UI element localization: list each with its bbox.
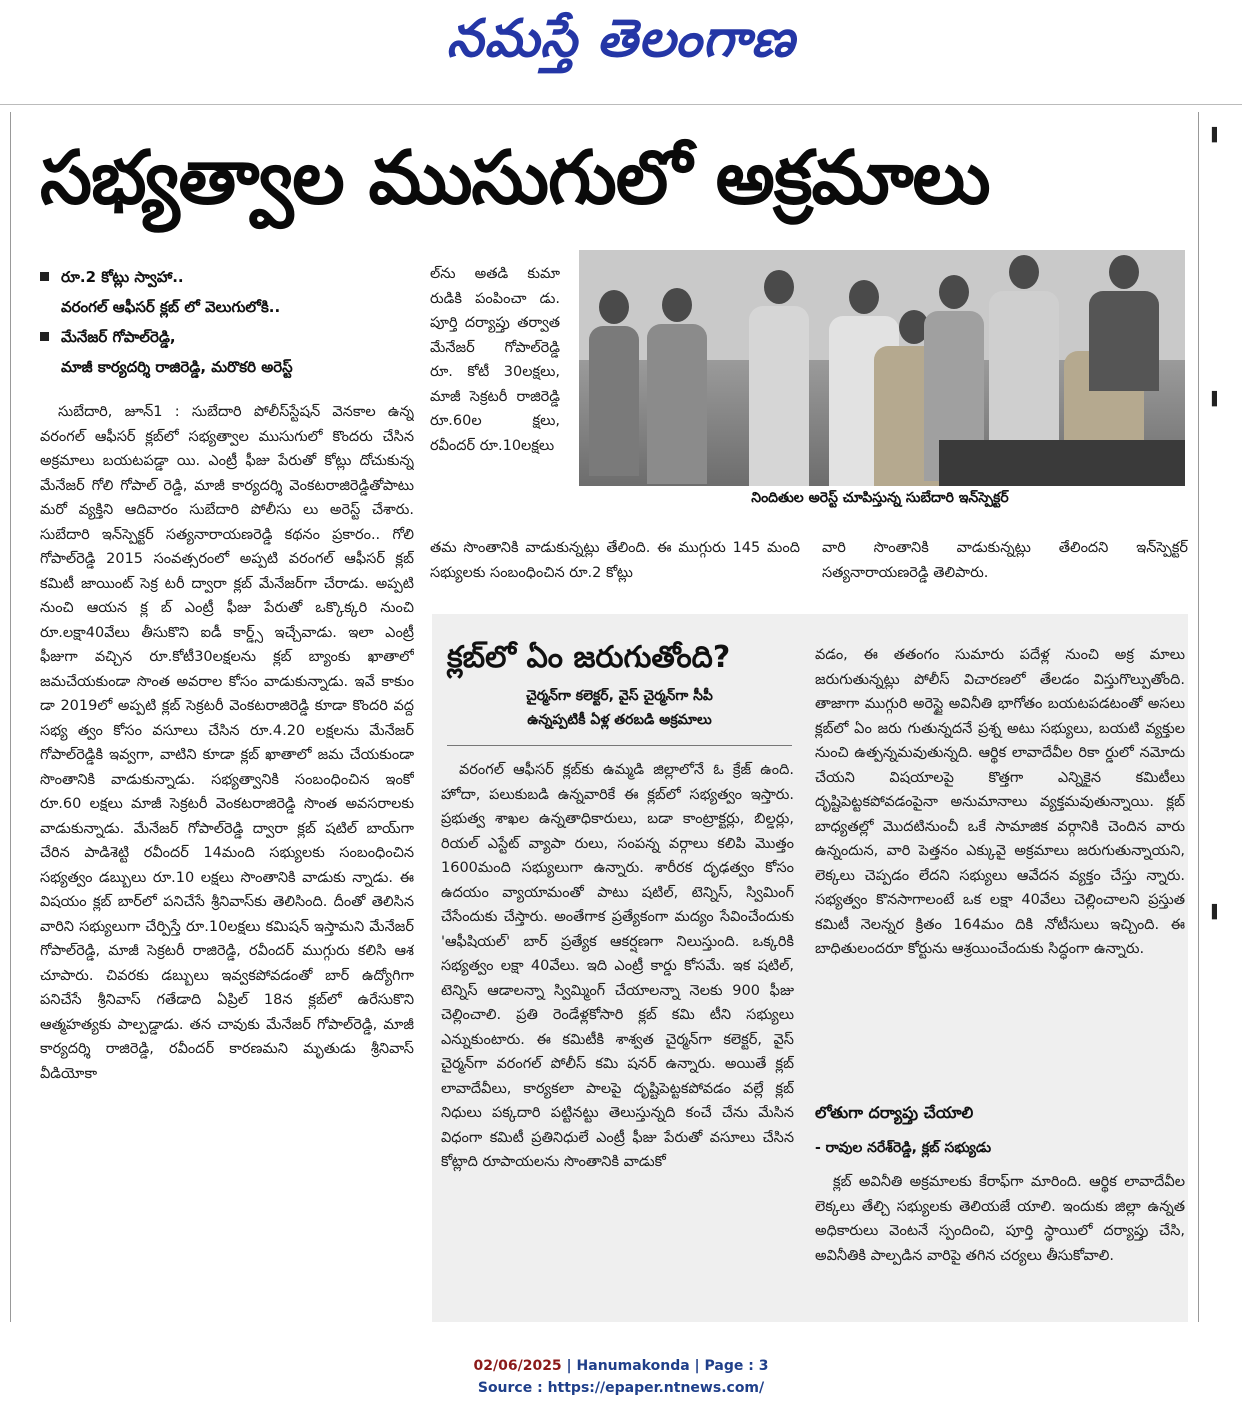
photo-person (749, 270, 809, 486)
quote-author: - రావుల నరేశ్‌రెడ్డి, క్లబ్ సభ్యుడు (815, 1140, 992, 1156)
edge-mark: ▌ (1212, 392, 1222, 407)
edge-mark: ▌ (1212, 128, 1222, 143)
bullet-line: మాజీ కార్యదర్శి రాజిరెడ్డి, మరొకరి అరెస్ట్ (61, 358, 293, 376)
photo-person (589, 290, 639, 476)
article-paragraph: వారి సొంతానికి వాడుకున్నట్లు తేలిందని ఇన్‌స్పెక్టర్ సత్యనారాయణరెడ్డి తెలిపారు. (822, 540, 1188, 581)
quote-title: లోతుగా దర్యాప్తు చేయాలి (815, 1103, 974, 1122)
article-column-1 (40, 400, 414, 1320)
sidebar-subtitle (447, 684, 792, 732)
article-paragraph: తమ సొంతానికి వాడుకున్నట్లు తేలింది. ఈ ముగ్గురు 145 మంది సభ్యులకు సంబంధించిన రూ.2 కోట్లు (430, 540, 800, 581)
footer-location: Hanumakonda (576, 1358, 690, 1374)
article-continuation (822, 536, 1188, 588)
article-paragraph: సుబేదారి, జూన్1 : సుబేదారి పోలీస్‌స్టేషన్ వెనకాల ఉన్న వరంగల్ ఆఫీసర్ క్లబ్‌లో సభ్యత్వాల ముసుగులో కొందరు చేసిన అక్రమాలు బయటపడ్డా యి. ఎంట్రీ ఫీజు పేరుతో కోట్లు దోచుకున్న మేనేజర్ గోలి గోపాల్ రెడ్డి, మాజీ కార్యదర్శి వెంకటరాజిరెడ్డితోపాటు మరో వ్యక్తిని ఆదివారం సుబేదారి పోలీసు లు అరెస్ట్ చేశారు. సుబేదారి ఇన్‌స్పెక్టర్ సత్యనారాయణరెడ్డి కథనం ప్రకారం.. గోలి గోపాల్‌రెడ్డి 2015 సంవత్సరంలో అప్పటి వరంగల్ ఆఫీసర్ క్లబ్ కమిటీ జాయింట్ సెక్ర టరీ ద్వారా క్లబ్ మేనేజర్‌గా చేరాడు. అప్పటి నుంచి ఆయన క్ల బ్ ఎంట్రీ ఫీజు పేరుతో ఒక్కొక్కరి నుంచి రూ.లక్షా40వేలు తీసుకొని ఐడీ కార్డ్స్ ఇచ్చేవాడు. ఇలా ఎంట్రీ ఫీజుగా వచ్చిన రూ.కోటీ30లక్షలను క్లబ్ బ్యాంకు ఖాతాలో జమచేయకుండా సొంత అవరాల కోసం వాడుకున్నాడు. ఇవే కాకుం డా 2019లో అప్పటి క్లబ్ సెక్రటరీ వెంకటరాజిరెడ్డి కూడా కొందరి వద్ద సభ్య త్వం కోసం వసూలు చేసిన రూ.4.20 లక్షలను మేనేజర్ గోపాల్‌రెడ్డికి ఇవ్వగా, వాటిని కూడా క్లబ్ ఖాతాలో జమ చేయకుండా సొంతానికి వాడుకున్నాడు. సభ్యత్వానికి సంబంధించిన ఇంకో రూ.60 లక్షలు మాజీ సెక్రటరీ వెంకటరాజిరెడ్డి సొంత అవసరాలకు వాడుకున్నాడు. మేనేజర్ గోపాల్‌రెడ్డి ద్వారా క్లబ్ షటిల్ బాయ్‌గా చేరిన పాడిశెట్టి రవీందర్ 14మంది సభ్యులకు సంబంధించిన సభ్యత్వం డబ్బులు రూ.10 లక్షలు సొంతానికి వాడుకు న్నాడు. ఈ విషయం క్లబ్ బార్‌లో పనిచేసే శ్రీనివాస్‌కు తెలిసింది. దీంతో తెలిసిన వారిని సభ్యులుగా చేర్పిస్తే రూ.10లక్షలు కమిషన్ ఇస్తామని మేనేజర్ గోపాల్‌రెడ్డి, మాజీ సెక్రటరీ రాజిరెడ్డి, రవీందర్ ముగ్గురు కలిసి ఆశ చూపారు. చివరకు డబ్బులు ఇవ్వకపోవడంతో బార్ ఉద్యోగిగా పనిచేసే శ్రీనివాస్ గతేడాది ఏప్రిల్ 18న క్లబ్‌లో ఉరేసుకొని ఆత్మహత్యకు పాల్పడ్డాడు. తన చావుకు మేనేజర్ గోపాల్‌రెడ్డి, మాజీ కార్యదర్శి రాజిరెడ్డి, రవీందర్ కారణమని మృతుడు శ్రీనివాస్ వీడియోకా (40, 404, 414, 1082)
footer-source-link[interactable]: Source : https://epaper.ntnews.com/ (477, 1380, 765, 1396)
bullet-line: మేనేజర్ గోపాల్‌రెడ్డి, (61, 328, 176, 346)
headline: సభ్యత్వాల ముసుగులో అక్రమాలు (40, 135, 990, 221)
article-column-2 (430, 262, 560, 532)
highlight-bullets (40, 262, 420, 382)
sidebar-column-left (441, 758, 794, 1310)
bullet-line: వరంగల్ ఆఫీసర్ క్లబ్ లో వెలుగులోకి.. (61, 298, 281, 316)
sidebar-column-right (815, 643, 1185, 1093)
bullet-item (40, 262, 420, 292)
masthead-title: నమస్తే తెలంగాణ (446, 8, 796, 69)
edge-mark: ▌ (1212, 905, 1222, 920)
sidebar-subtitle-line: చైర్మన్‌గా కలెక్టర్, వైస్ చైర్మన్‌గా సీపీ (526, 688, 713, 704)
sidebar-paragraph: వరంగల్ ఆఫీసర్ క్లబ్‌కు ఉమ్మడి జిల్లాలోనే ఓ క్రేజ్ ఉంది. హోదా, పలుకుబడి ఉన్నవారికే ఈ క్లబ్‌లో సభ్యత్వం ఇస్తారు. ప్రభుత్వ శాఖల ఉన్నతాధికారులు, బడా కాంట్రాక్టర్లు, బిల్డర్లు, రియల్ ఎస్టేట్ వ్యాపా రులు, సంపన్న వర్గాలు కలిపి మొత్తం 1600మంది సభ్యులుగా ఉన్నారు. శారీరక దృఢత్వం కోసం ఉదయం వ్యాయామంతో పాటు షటిల్, టెన్నిస్, స్విమింగ్ చేసేందుకు చేస్తారు. అంతేగాక ప్రత్యేకంగా మద్యం సేవించేందుకు 'ఆఫీషియల్' బార్ ప్రత్యేక ఆకర్షణగా నిలుస్తుంది. ఒక్కరికి సభ్యత్వం లక్షా 40వేలు. ఇది ఎంట్రీ కార్డు కోసమే. ఇక షటిల్, టెన్నిస్ ఆడాలన్నా స్విమ్మింగ్ చేయాలన్నా నెలకు 900 ఫీజు చెల్లించాలి. ప్రతి రెండేళ్లకోసారి క్లబ్ కమి టీని సభ్యులు ఎన్నుకుంటారు. ఈ కమిటీకి శాశ్వత చైర్మన్‌గా కలెక్టర్, వైస్ చైర్మన్‌గా వరంగల్ పోలీస్ కమి షనర్ ఉన్నారు. అయితే క్లబ్ లావాదేవీలు, కార్యకలా పాలపై దృష్టిపెట్టకపోవడం వల్లే క్లబ్ నిధులు పక్కదారి పట్టినట్టు తెలుస్తున్నది కంచే చేను మేసిన విధంగా కమిటీ ప్రతినిధులే ఎంట్రీ ఫీజు పేరుతో వసూలు చేసిన కోట్లాది రూపాయలను సొంతానికి వాడుకో (441, 762, 794, 1170)
sidebar-paragraph: వడం, ఈ తతంగం సుమారు పదేళ్ల నుంచి అక్ర మాలు జరుగుతున్నట్లు పోలీస్ విచారణలో తేలడం విస్తుగొల్పుతోంది. తాజాగా ముగ్గురి అరెస్టై అవినీతి భాగోతం బయటపడటంతో అసలు క్లబ్‌లో ఏం జరు గుతున్నదనే ప్రశ్న అటు సభ్యులు, బయటి వ్యక్తుల నుంచి ఉత్పన్నమవుతున్నది. ఆర్థిక లావాదేవీల రికా ర్డులో నమోదు చేయని విషయాలపై కొత్తగా ఎన్నికైన కమిటీలు దృష్టిపెట్టకపోవడంపైనా అనుమానాలు వ్యక్తమవుతున్నాయి. క్లబ్ బాధ్యతల్లో మొదటినుంచీ ఒకే సామాజిక వర్గానికి చెందిన వారు ఉన్నందున, వారి పెత్తనం ఎక్కువై అక్రమాలు జరుగుతున్నాయని, లెక్కలు చెప్పడం లేదని సభ్యులు ఆవేదన వ్యక్తం చేస్తు న్నారు. సభ్యత్వం కొనసాగాలంటే ఒక లక్షా 40వేలు చెల్లించాలని ప్రస్తుత కమిటీ నెలన్నర క్రితం 164మం దికి నోటీసులు ఇచ్చింది. ఈ బాధితులందరూ కోర్టును ఆశ్రయించేందుకు సిద్ధంగా ఉన్నారు. (815, 647, 1185, 957)
footer-meta (0, 1355, 1242, 1377)
bullet-line: రూ.2 కోట్లు స్వాహా.. (61, 268, 184, 286)
footer-page: Page : 3 (704, 1358, 769, 1374)
photo-desk (939, 440, 1185, 486)
left-column-rule (10, 112, 11, 1322)
bullet-square-icon (40, 332, 49, 341)
article-paragraph: ల్‌ను అతడి కుమా రుడికి పంపించా డు. పూర్తి దర్యాప్తు తర్వాత మేనేజర్ గోపాల్‌రెడ్డి రూ. కోటీ 30లక్షలు, మాజీ సెక్రటరీ రాజిరెడ్డి రూ.60ల క్షలు, రవీందర్ రూ.10లక్షలు (430, 266, 560, 454)
sidebar-subtitle-line: ఉన్నప్పటికీ ఏళ్ల తరబడి అక్రమాలు (527, 712, 712, 728)
footer-separator: | (561, 1358, 577, 1374)
arrest-photo (579, 250, 1185, 486)
footer-date: 02/06/2025 (473, 1358, 562, 1374)
photo-person (647, 288, 707, 484)
bullet-square-icon (40, 272, 49, 281)
right-column-rule (1198, 112, 1199, 1322)
sidebar-title: క్లబ్‌లో ఏం జరుగుతోంది? (447, 640, 731, 675)
quote-paragraph: క్లబ్ అవినీతి అక్రమాలకు కేరాఫ్‌గా మారింది. ఆర్థిక లావాదేవీల లెక్కలు తేల్చి సభ్యులకు తెలియజే యాలి. ఇందుకు జిల్లా ఉన్నత అధికారులు వెంటనే స్పందించి, పూర్తి స్థాయిలో దర్యాప్తు చేసి, అవినీతికి పాల్పడిన వారిపై తగిన చర్యలు తీసుకోవాలి. (815, 1174, 1185, 1264)
article-continuation (430, 536, 800, 588)
photo-caption: నిందితుల అరెస్ట్ చూపిస్తున్న సుబేదారి ఇన్‌స్పెక్టర్ (751, 490, 1009, 506)
sidebar-subtitle-rule (447, 745, 792, 746)
photo-person (1089, 255, 1159, 391)
footer (0, 1355, 1242, 1399)
bullet-item (40, 322, 420, 352)
masthead-rule (0, 104, 1242, 105)
quote-body (815, 1170, 1185, 1315)
footer-separator: | (689, 1358, 705, 1374)
